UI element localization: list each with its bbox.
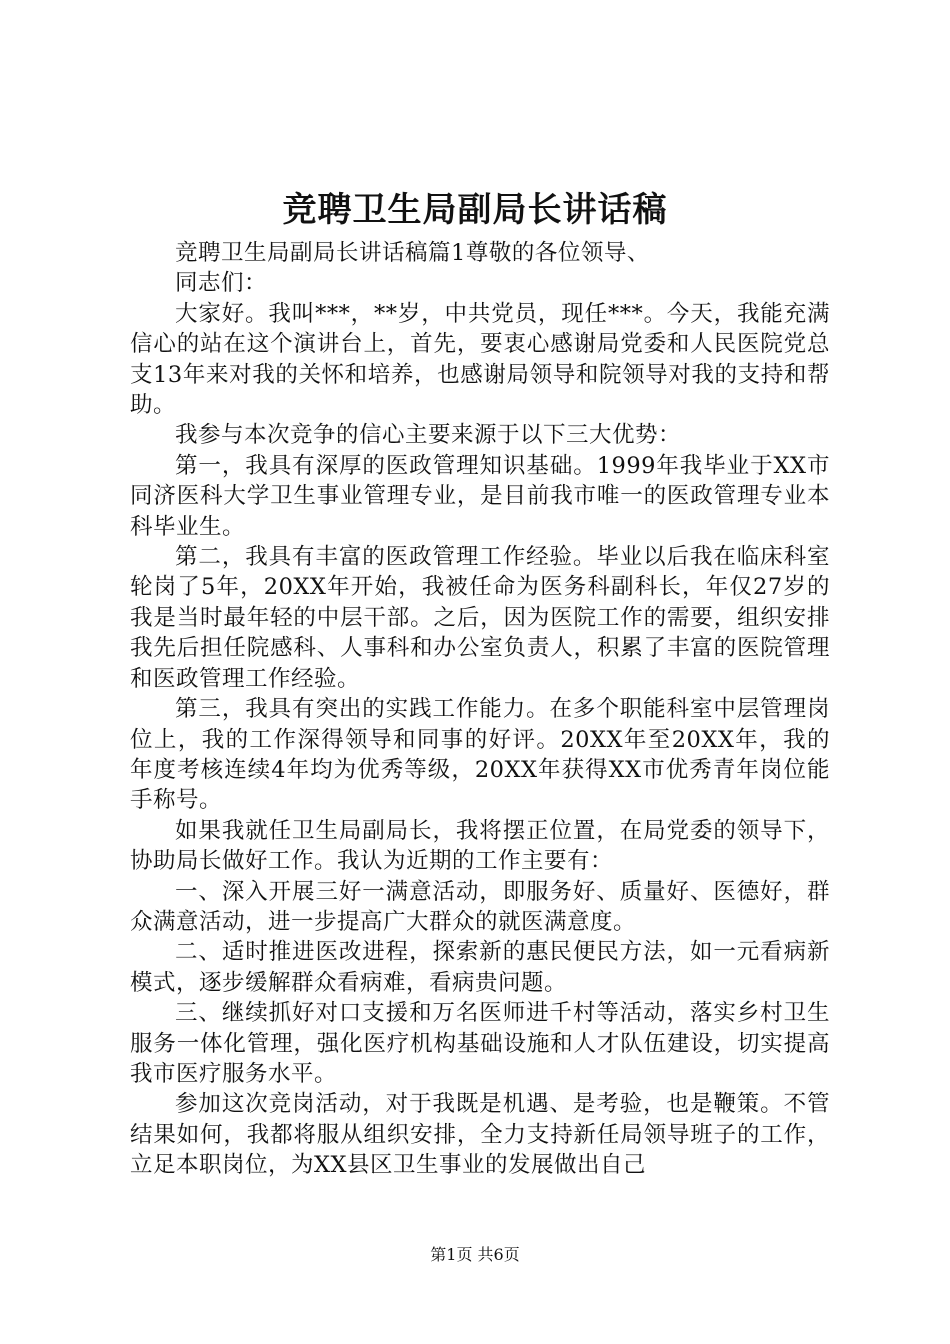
paragraph: 竞聘卫生局副局长讲话稿篇1尊敬的各位领导、: [175, 240, 650, 266]
paragraph: 参加这次竞岗活动，对于我既是机遇、是考验，也是鞭策。不管结果如何，我都将服从组织安排，全力支持新任局领导班子的工作，立足本职岗位，为XX县区卫生事业的发展做出自己: [130, 1091, 830, 1179]
paragraph: 同志们：: [175, 270, 268, 297]
paragraph: 第三，我具有突出的实践工作能力。在多个职能科室中层管理岗位上，我的工作深得领导和同事的好评。20XX年至20XX年，我的年度考核连续4年均为优秀等级，20XX年获得XX市优秀青年岗位能手称号。: [130, 696, 830, 814]
paragraph: 如果我就任卫生局副局长，我将摆正位置，在局党委的领导下，协助局长做好工作。我认为近期的工作主要有：: [130, 817, 830, 875]
document-body: [130, 238, 830, 1181]
document-title: 竞聘卫生局副局长讲话稿: [282, 190, 668, 230]
page-number-footer: 第1页 共6页: [430, 1245, 520, 1264]
paragraph: 第一，我具有深厚的医政管理知识基础。1999年我毕业于XX市同济医科大学卫生事业管理专业，是目前我市唯一的医政管理专业本科毕业生。: [130, 452, 830, 540]
paragraph: 一、深入开展三好一满意活动，即服务好、质量好、医德好，群众满意活动，进一步提高广大群众的就医满意度。: [130, 878, 830, 935]
paragraph: 三、继续抓好对口支援和万名医师进千村等活动，落实乡村卫生服务一体化管理，强化医疗机构基础设施和人才队伍建设，切实提高我市医疗服务水平。: [130, 1000, 830, 1087]
paragraph: 我参与本次竞争的信心主要来源于以下三大优势：: [175, 422, 682, 449]
paragraph: 二、适时推进医改进程，探索新的惠民便民方法，如一元看病新模式，逐步缓解群众看病难，看病贵问题。: [130, 939, 830, 996]
paragraph: 大家好。我叫***，**岁，中共党员，现任***。今天，我能充满信心的站在这个演讲台上，首先，要衷心感谢局党委和人民医院党总支13年来对我的关怀和培养，也感谢局领导和院领导对我的支持和帮助。: [130, 300, 830, 419]
paragraph: 第二，我具有丰富的医政管理工作经验。毕业以后我在临床科室轮岗了5年，20XX年开始，我被任命为医务科副科长，年仅27岁的我是当时最年轻的中层干部。之后，因为医院工作的需要，组织安排我先后担任院感科、人事科和办公室负责人，积累了丰富的医院管理和医政管理工作经验。: [130, 544, 830, 692]
